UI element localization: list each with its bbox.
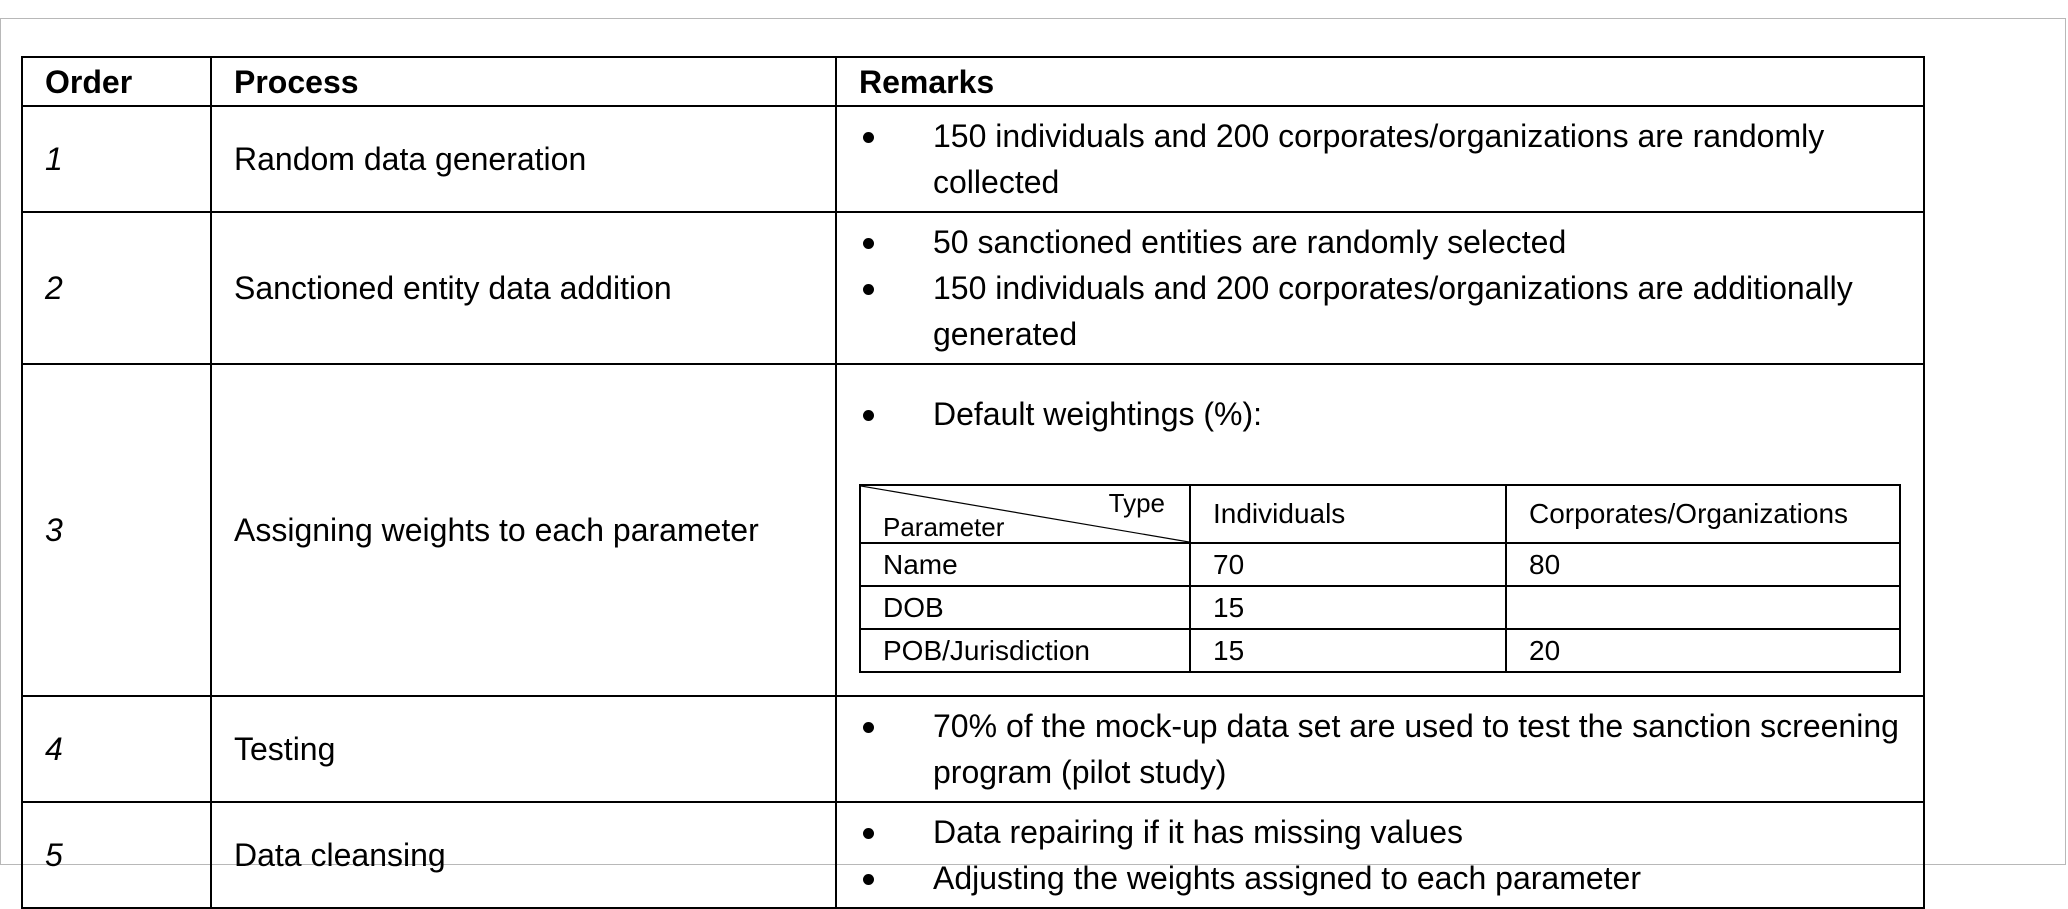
parameter-label: Parameter <box>883 512 1005 542</box>
type-label: Type <box>1108 488 1165 518</box>
header-order: Order <box>22 57 211 106</box>
weightings-header-row <box>860 485 1900 543</box>
individuals-cell: 70 <box>1190 543 1506 586</box>
corporates-cell <box>1506 586 1900 629</box>
header-remarks: Remarks <box>836 57 1924 106</box>
weightings-row <box>860 586 1900 629</box>
individuals-cell: 15 <box>1190 586 1506 629</box>
remarks-cell <box>836 212 1924 364</box>
process-cell: Data cleansing <box>211 802 836 908</box>
process-cell: Random data generation <box>211 106 836 212</box>
order-cell: 5 <box>22 802 211 908</box>
remark-item: 150 individuals and 200 corporates/organizations are additionally generated <box>859 265 1903 357</box>
remarks-cell <box>836 106 1924 212</box>
remark-item: 50 sanctioned entities are randomly selected <box>859 219 1903 265</box>
header-process: Process <box>211 57 836 106</box>
parameter-cell: POB/Jurisdiction <box>860 629 1190 672</box>
remark-item: Data repairing if it has missing values <box>859 809 1903 855</box>
order-cell: 1 <box>22 106 211 212</box>
order-cell: 2 <box>22 212 211 364</box>
table-row <box>22 364 1924 696</box>
weightings-row <box>860 543 1900 586</box>
remarks-cell <box>836 696 1924 802</box>
remarks-cell <box>836 364 1924 696</box>
process-table <box>21 56 1925 909</box>
corporates-header: Corporates/Organizations <box>1506 485 1900 543</box>
table-row <box>22 106 1924 212</box>
process-cell: Sanctioned entity data addition <box>211 212 836 364</box>
parameter-cell: Name <box>860 543 1190 586</box>
remark-item: 70% of the mock-up data set are used to test the sanction screening program (pilot study) <box>859 703 1903 795</box>
order-cell: 4 <box>22 696 211 802</box>
diagonal-header-cell <box>860 485 1190 543</box>
corporates-cell: 20 <box>1506 629 1900 672</box>
individuals-header: Individuals <box>1190 485 1506 543</box>
header-row <box>22 57 1924 106</box>
remark-item: 150 individuals and 200 corporates/organizations are randomly collected <box>859 113 1903 205</box>
parameter-cell: DOB <box>860 586 1190 629</box>
table-row <box>22 802 1924 908</box>
process-cell: Assigning weights to each parameter <box>211 364 836 696</box>
weightings-row <box>860 629 1900 672</box>
table-row <box>22 696 1924 802</box>
weightings-table <box>859 484 1901 673</box>
individuals-cell: 15 <box>1190 629 1506 672</box>
process-cell: Testing <box>211 696 836 802</box>
remark-item: Adjusting the weights assigned to each parameter <box>859 855 1903 901</box>
corporates-cell: 80 <box>1506 543 1900 586</box>
table-row <box>22 212 1924 364</box>
document-frame <box>0 18 2066 896</box>
order-cell: 3 <box>22 364 211 696</box>
remark-item: Default weightings (%): <box>859 391 1903 437</box>
remarks-cell <box>836 802 1924 908</box>
